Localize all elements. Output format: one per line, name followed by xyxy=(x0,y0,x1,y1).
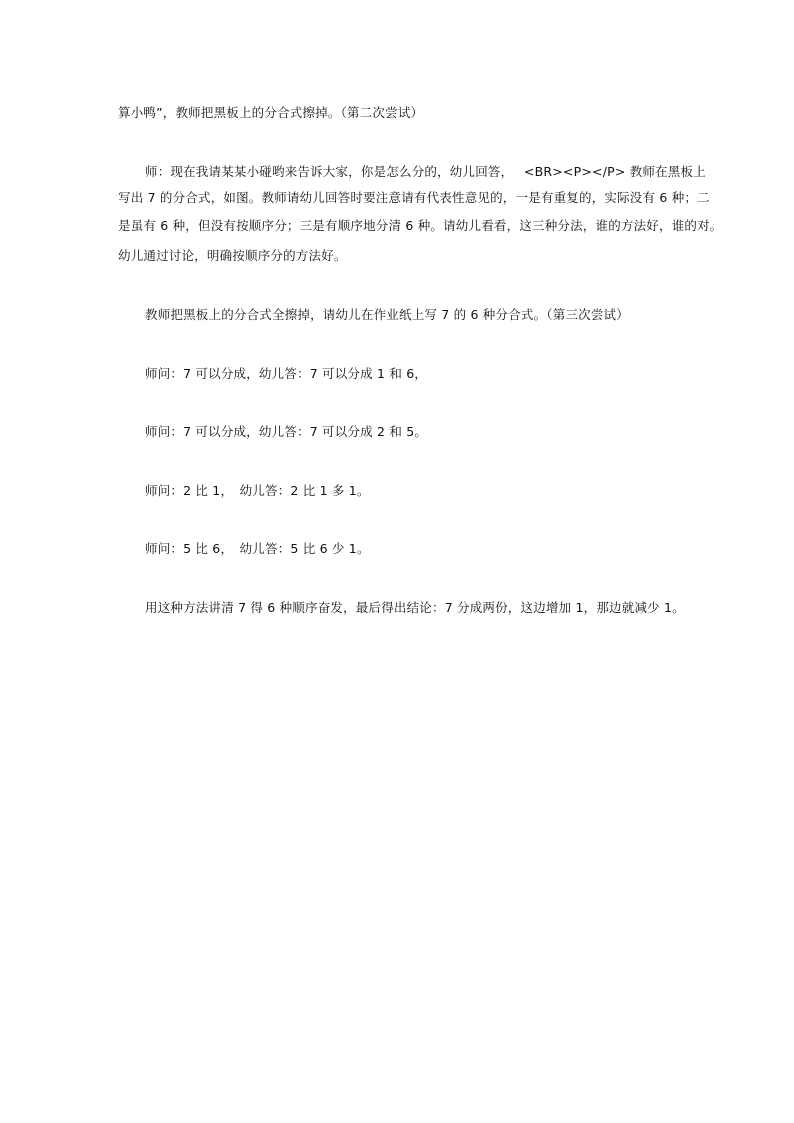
paragraph-line-2: 师：现在我请某某小碰哟来告诉大家，你是怎么分的，幼儿回答， <BR><P></P> 教师在黑板上 xyxy=(145,164,706,179)
conclusion-line: 用这种方法讲清 7 得 6 种顺序奋发，最后得出结论：7 分成两份，这边增加 1，那边就减少 1。 xyxy=(145,600,685,615)
dialogue-line-3: 师问：2 比 1， 幼儿答：2 比 1 多 1。 xyxy=(145,483,370,498)
paragraph-line-3: 写出 7 的分合式，如图。教师请幼儿回答时要注意请有代表性意见的，一是有重复的，实际没有 6 种；二 xyxy=(118,190,710,205)
paragraph-line-4: 是虽有 6 种，但没有按顺序分；三是有顺序地分清 6 种。请幼儿看看，这三种分法，谁的方法好，谁的对。 xyxy=(118,218,723,233)
paragraph-line-6: 教师把黑板上的分合式全擦掉，请幼儿在作业纸上写 7 的 6 种分合式。（第三次尝试） xyxy=(145,307,629,322)
dialogue-line-4: 师问：5 比 6， 幼儿答：5 比 6 少 1。 xyxy=(145,541,370,556)
paragraph-line-5: 幼儿通过讨论，明确按顺序分的方法好。 xyxy=(118,248,347,263)
dialogue-line-2: 师问：7 可以分成，幼儿答：7 可以分成 2 和 5。 xyxy=(145,424,428,439)
paragraph-line-1: 算小鸭”，教师把黑板上的分合式擦掉。（第二次尝试） xyxy=(118,105,424,120)
dialogue-line-1: 师问：7 可以分成，幼儿答：7 可以分成 1 和 6， xyxy=(145,366,428,381)
